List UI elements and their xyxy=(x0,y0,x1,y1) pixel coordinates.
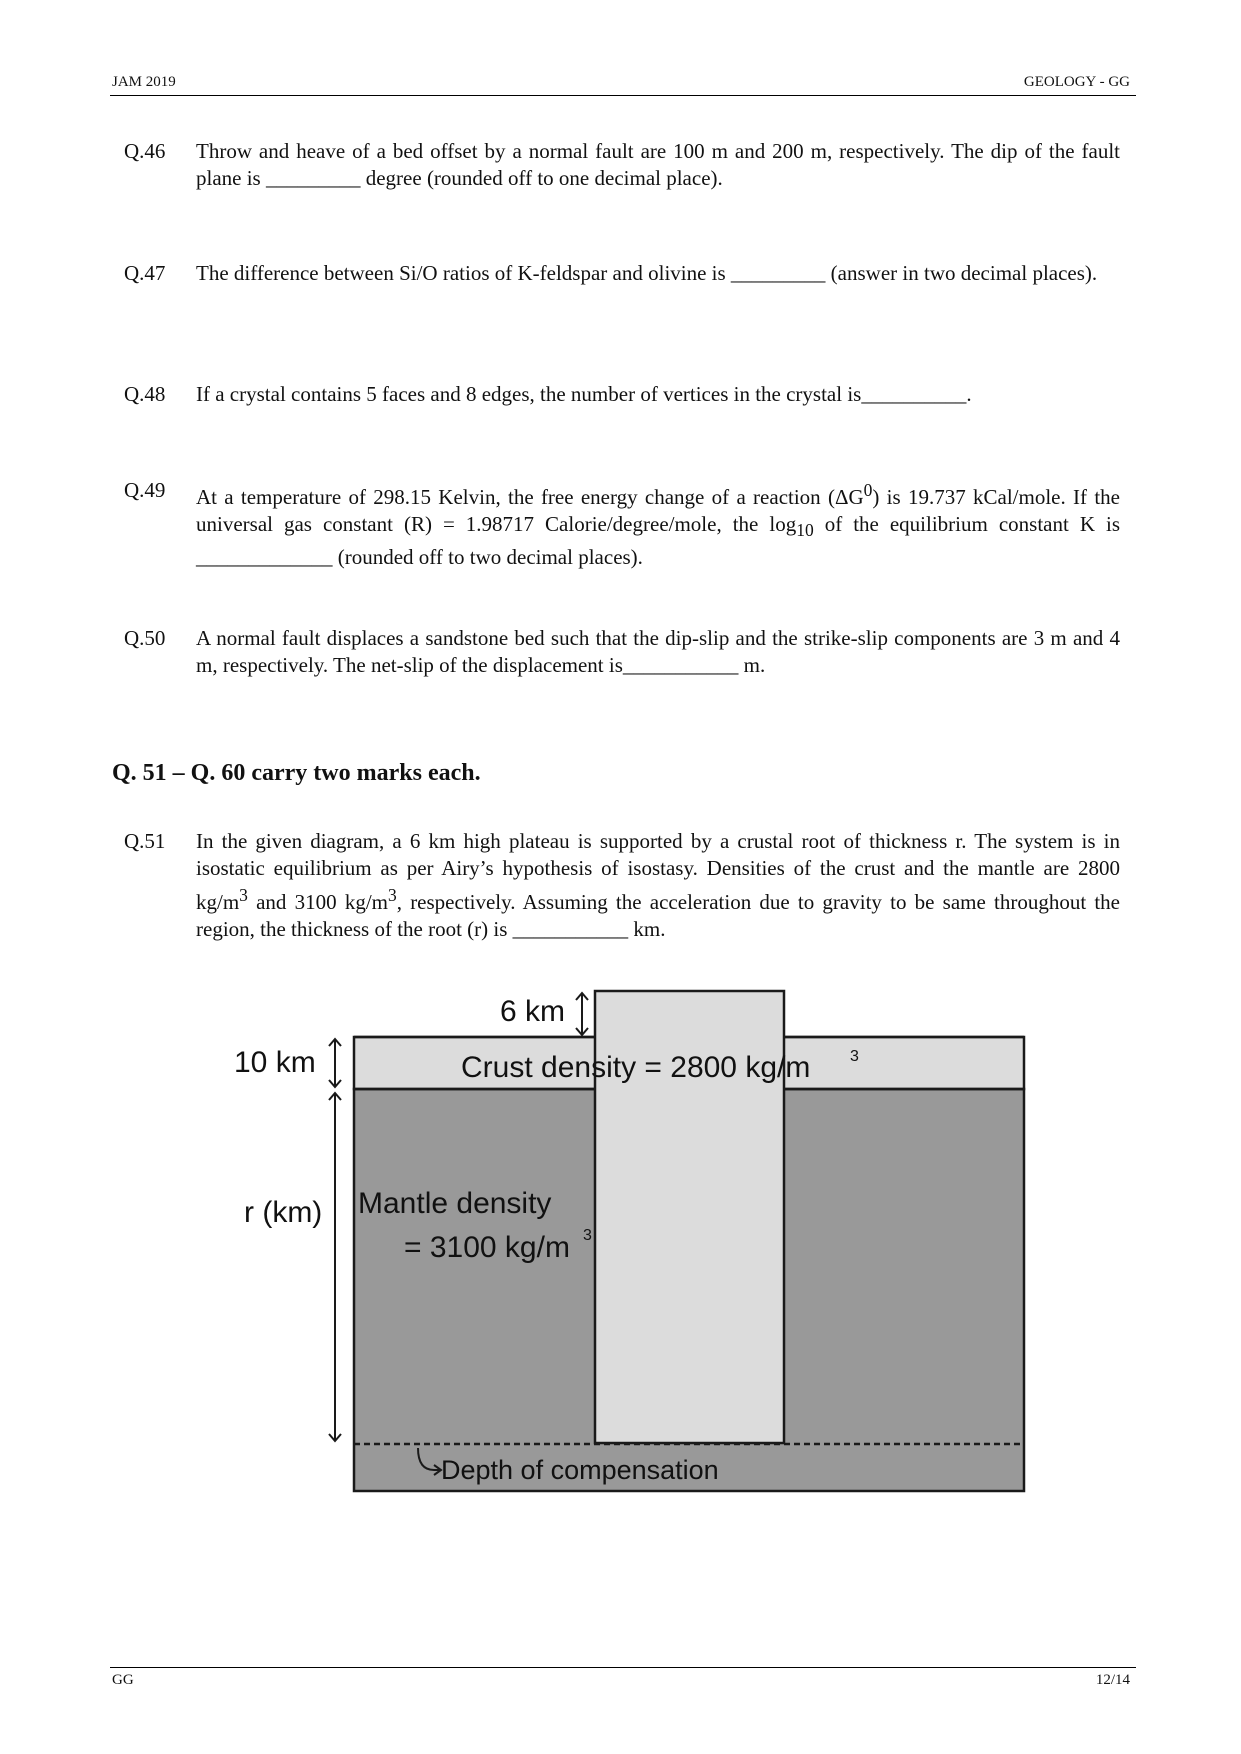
question-text: If a crystal contains 5 faces and 8 edges, the number of vertices in the crystal is__________. xyxy=(196,382,972,406)
footer-rule xyxy=(110,1667,1136,1668)
footer-right: 12/14 xyxy=(1095,1672,1130,1688)
question-number: Q.46 xyxy=(124,139,166,163)
crust-density-label: Crust density = 2800 kg/m xyxy=(461,1051,811,1084)
header-left: JAM 2019 xyxy=(112,74,176,90)
ten-km-arrow xyxy=(329,1039,341,1087)
header-right: GEOLOGY - GG xyxy=(1023,74,1130,90)
question-number: Q.48 xyxy=(124,382,166,406)
question-number: Q.47 xyxy=(124,261,166,285)
root-arrow xyxy=(329,1093,341,1441)
label-r: r (km) xyxy=(244,1196,323,1229)
question-text: A normal fault displaces a sandstone bed such that the dip-slip and the strike-slip components are 3 m and 4 m, respectively. The net-slip of the displacement is___________ m. xyxy=(196,626,1120,677)
question-number: Q.50 xyxy=(124,626,166,650)
compensation-label: Depth of compensation xyxy=(441,1455,719,1485)
question-text: Throw and heave of a bed offset by a normal fault are 100 m and 200 m, respectively. The dip of the fault plane is _________ degree (rounded off to one decimal place). xyxy=(196,139,1120,190)
mantle-density-line2: = 3100 kg/m xyxy=(404,1231,570,1264)
section-heading: Q. 51 – Q. 60 carry two marks each. xyxy=(112,760,481,786)
question-text: The difference between Si/O ratios of K-feldspar and olivine is _________ (answer in two decimal places). xyxy=(196,261,1098,285)
mantle-density-sup: 3 xyxy=(583,1227,592,1244)
six-km-arrow xyxy=(576,993,588,1035)
label-6km: 6 km xyxy=(500,995,566,1028)
crust-density-sup: 3 xyxy=(850,1048,859,1065)
question-number: Q.49 xyxy=(124,478,166,502)
mantle-density-line1: Mantle density xyxy=(358,1187,552,1220)
question-text: At a temperature of 298.15 Kelvin, the free energy change of a reaction $(\Delta G^0)$ is 19.737 kCal/mole. If the universal gas constant (R) = 1.98717 Calorie/degree/mole, the $\log_{10}$ of the equilibrium constant K is _____________ (rounded off to two decimal places). xyxy=(196,480,1120,570)
question-number: Q.51 xyxy=(124,829,166,853)
footer-left: GG xyxy=(112,1672,134,1688)
label-10km: 10 km xyxy=(234,1046,316,1079)
question-text: In the given diagram, a 6 km high plateau is supported by a crustal root of thickness r. The system is in isostatic equilibrium as per Airy’s hypothesis of isostasy. Densities of the crust and the mantle are 2800 $kg/m^3$ and 3100 $kg/m^3$, respectively. Assuming the acceleration due to gravity to be same throughout the region, the thickness of the root (r) is ___________ km. xyxy=(196,829,1120,941)
